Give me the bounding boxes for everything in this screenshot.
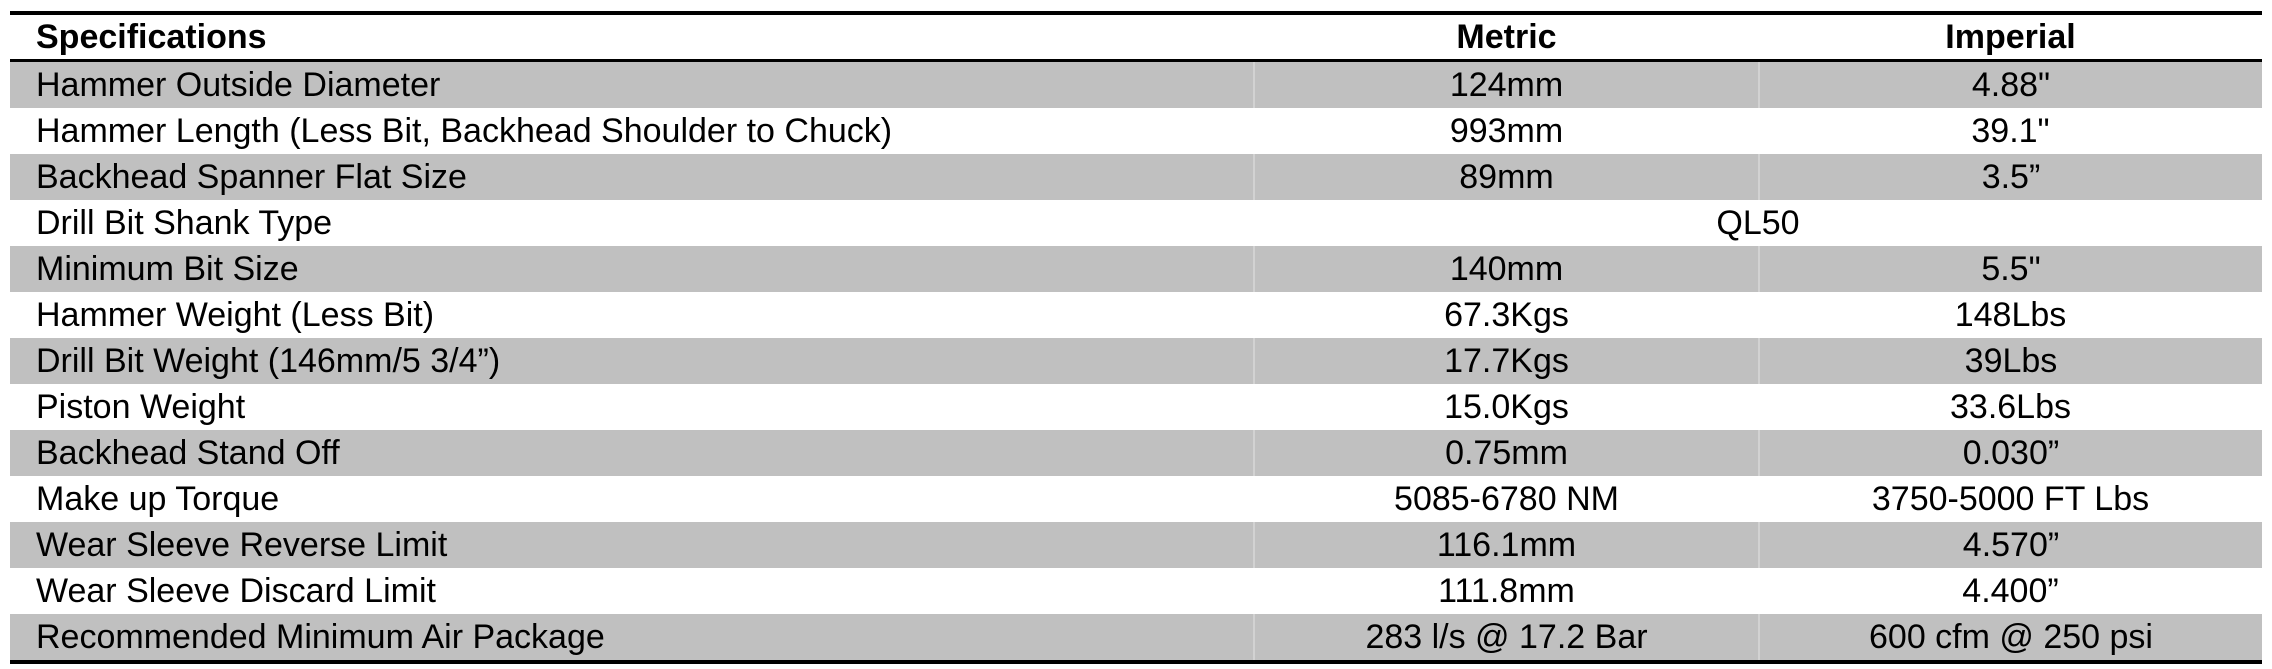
metric-value: 111.8mm [1438, 572, 1575, 610]
spec-name: Wear Sleeve Discard Limit [36, 572, 436, 610]
table-row [10, 292, 2262, 338]
specifications-table [10, 11, 2262, 664]
header-metric: Metric [1254, 13, 1759, 61]
imperial-value: 3750-5000 FT Lbs [1871, 480, 2150, 518]
table-row [10, 384, 2262, 430]
table-row [10, 522, 2262, 568]
imperial-value: 33.6Lbs [1950, 388, 2071, 426]
table-row [10, 154, 2262, 200]
table-row [10, 200, 2262, 246]
imperial-value: 4.570” [1759, 522, 2262, 568]
table-row [10, 338, 2262, 384]
header-specifications: Specifications [10, 13, 1254, 61]
metric-value: 993mm [1449, 112, 1564, 150]
merged-value: QL50 [1716, 204, 1800, 242]
imperial-value: 39.1" [1971, 112, 2050, 150]
metric-value: 116.1mm [1254, 522, 1759, 568]
table-row [10, 476, 2262, 522]
imperial-value: 4.88" [1759, 61, 2262, 109]
spec-name: Wear Sleeve Reverse Limit [10, 522, 1254, 568]
imperial-value: 148Lbs [1954, 296, 2067, 334]
spec-name: Piston Weight [36, 388, 246, 426]
table-row [10, 61, 2262, 109]
metric-value: 124mm [1254, 61, 1759, 109]
imperial-value: 5.5" [1759, 246, 2262, 292]
metric-value: 17.7Kgs [1254, 338, 1759, 384]
metric-value: 140mm [1254, 246, 1759, 292]
spec-name: Backhead Spanner Flat Size [10, 154, 1254, 200]
spec-name: Drill Bit Weight (146mm/5 3/4”) [10, 338, 1254, 384]
metric-value: 67.3Kgs [1444, 296, 1569, 334]
imperial-value: 0.030” [1759, 430, 2262, 476]
header-imperial: Imperial [1759, 13, 2262, 61]
spec-name: Hammer Outside Diameter [10, 61, 1254, 109]
table-row [10, 246, 2262, 292]
table-row [10, 108, 2262, 154]
table-row [10, 614, 2262, 662]
imperial-value: 600 cfm @ 250 psi [1759, 614, 2262, 662]
imperial-value: 4.400” [1962, 572, 2059, 610]
spec-name: Drill Bit Shank Type [36, 204, 333, 242]
table-row [10, 430, 2262, 476]
metric-value: 5085-6780 NM [1394, 480, 1619, 518]
spec-name: Hammer Length (Less Bit, Backhead Shoulder to Chuck) [36, 112, 893, 150]
metric-value: 0.75mm [1254, 430, 1759, 476]
header-row [10, 13, 2262, 61]
imperial-value: 3.5” [1759, 154, 2262, 200]
metric-value: 15.0Kgs [1444, 388, 1569, 426]
spec-name: Make up Torque [36, 480, 280, 518]
metric-value: 89mm [1254, 154, 1759, 200]
spec-name: Minimum Bit Size [10, 246, 1254, 292]
metric-value: 283 l/s @ 17.2 Bar [1254, 614, 1759, 662]
spec-name: Backhead Stand Off [10, 430, 1254, 476]
table-row [10, 568, 2262, 614]
imperial-value: 39Lbs [1759, 338, 2262, 384]
spec-name: Recommended Minimum Air Package [10, 614, 1254, 662]
spec-name: Hammer Weight (Less Bit) [36, 296, 435, 334]
